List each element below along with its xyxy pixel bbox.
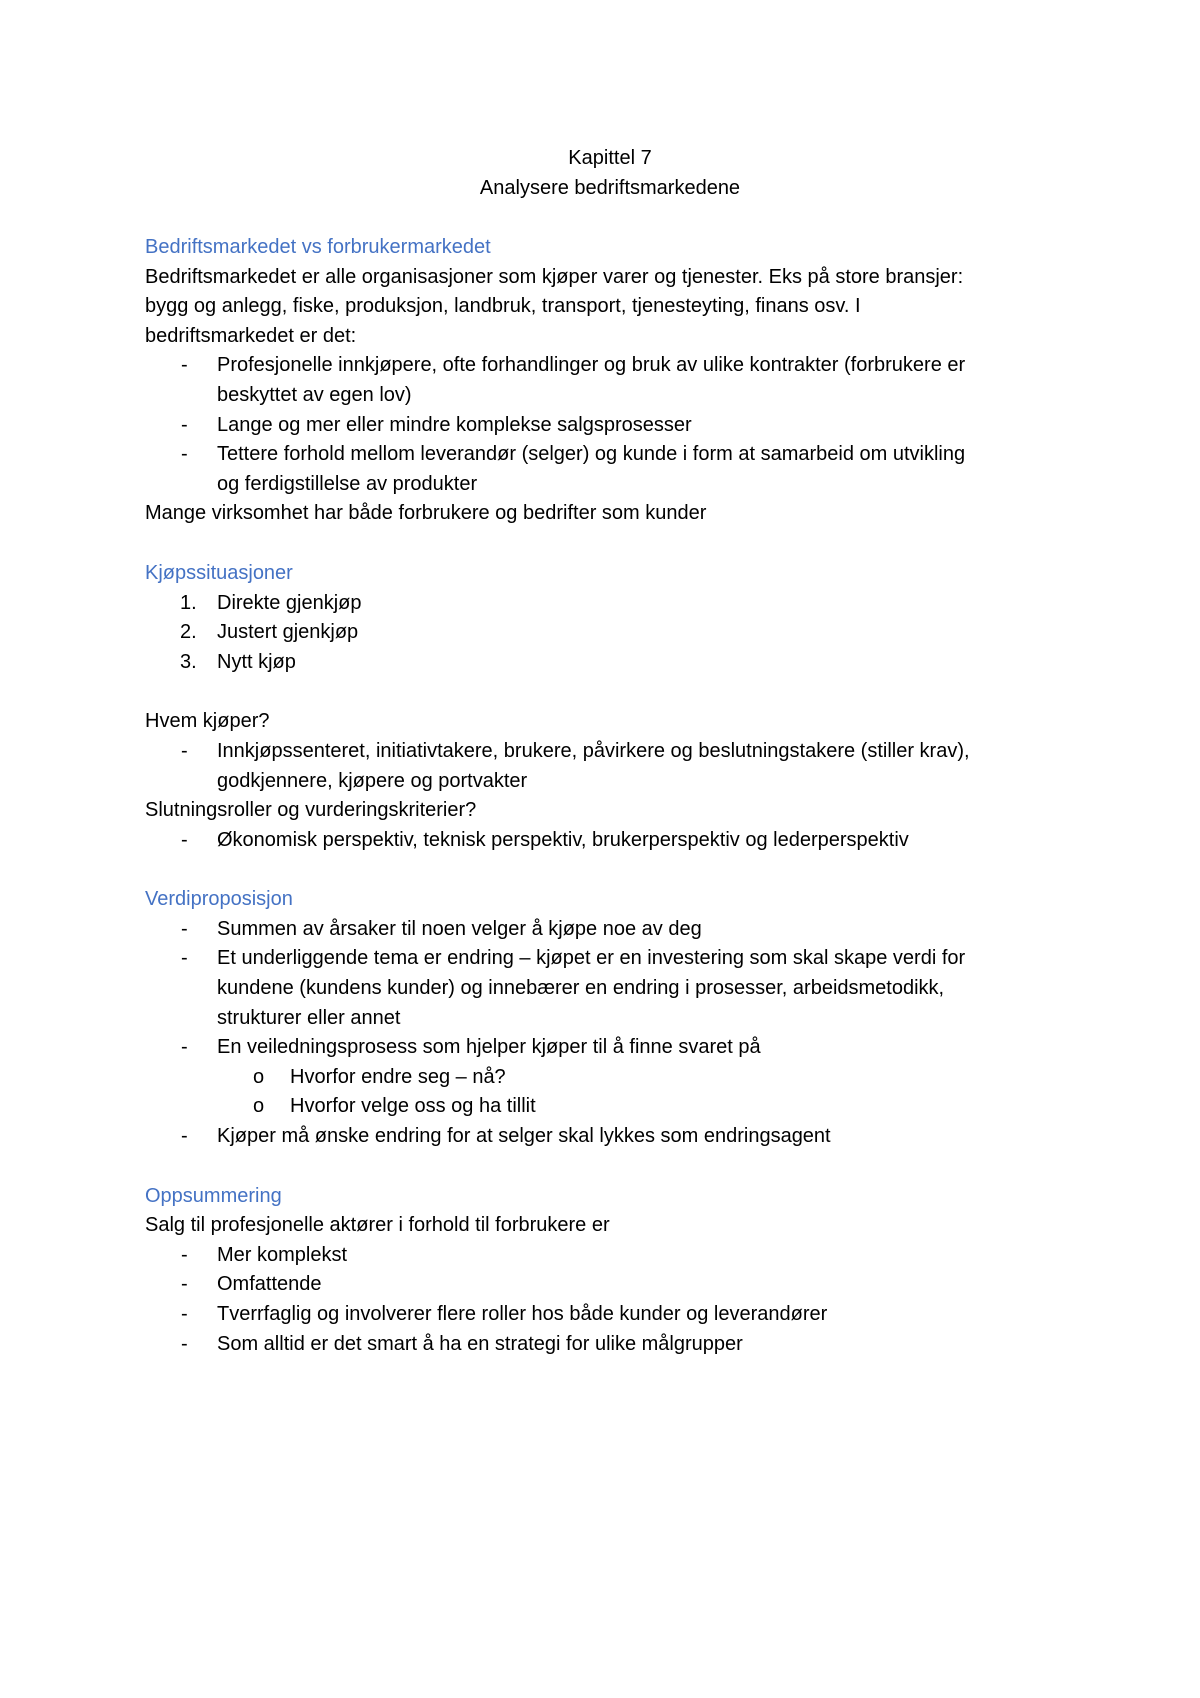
bullet-text: Lange og mer eller mindre komplekse salgsprosesser: [217, 413, 692, 436]
chapter-label: Kapittel 7: [568, 147, 652, 169]
bullet-text: Som alltid er det smart å ha en strategi for ulike målgrupper: [217, 1332, 743, 1355]
bullet-item: [145, 351, 1075, 410]
bullet-item: [145, 1241, 1075, 1271]
bullet-text: Mer komplekst: [217, 1243, 348, 1266]
paragraph-line: Bedriftsmarkedet er alle organisasjoner som kjøper varer og tjenester. Eks på store bransjer:: [145, 265, 964, 288]
bullet-text: beskyttet av egen lov): [217, 383, 412, 406]
bullet-text: Profesjonelle innkjøpere, ofte forhandlinger og bruk av ulike kontrakter (forbrukere er: [217, 354, 966, 377]
bullet-text: strukturer eller annet: [217, 1006, 401, 1029]
bullet-text: Summen av årsaker til noen velger å kjøpe noe av deg: [217, 917, 702, 940]
bullet-text: Kjøper må ønske endring for at selger skal lykkes som endringsagent: [217, 1125, 831, 1148]
spacer: [145, 1152, 1075, 1182]
bullet-text: Tverrfaglig og involverer flere roller hos både kunder og leverandører: [217, 1303, 828, 1325]
chapter-title: Analysere bedriftsmarkedene: [479, 177, 741, 199]
paragraph-line: Salg til profesjonelle aktører i forhold til forbrukere er: [145, 1214, 610, 1237]
bullet-text: En veiledningsprosess som hjelper kjøper til å finne svaret på: [217, 1036, 761, 1059]
question-line: Hvem kjøper?: [145, 710, 270, 733]
circle-marker: o: [253, 1095, 265, 1118]
bullet-item: [145, 1033, 1075, 1063]
bullet-text: kundene (kundens kunder) og innebærer en endring i prosesser, arbeidsmetodikk,: [217, 977, 945, 1000]
numbered-text: Justert gjenkjøp: [217, 621, 359, 644]
bullet-text: Tettere forhold mellom leverandør (selger) og kunde i form at samarbeid om utvikling: [217, 443, 966, 466]
bullet-item: [145, 944, 1075, 1033]
bullet-item: [145, 1270, 1075, 1300]
dash-marker: -: [181, 354, 188, 377]
sub-bullet-item: [145, 1092, 1075, 1122]
number-marker: 2.: [180, 621, 197, 644]
numbered-item: [145, 589, 1075, 619]
spacer: [145, 677, 1075, 707]
bullet-item: [145, 915, 1075, 945]
paragraph-line: bedriftsmarkedet er det:: [145, 324, 357, 347]
spacer: [145, 855, 1075, 885]
dash-marker: -: [181, 947, 188, 970]
dash-marker: -: [181, 1036, 188, 1059]
bullet-item: [145, 826, 1075, 856]
dash-marker: -: [181, 443, 188, 466]
bullet-text: godkjennere, kjøpere og portvakter: [217, 769, 528, 792]
bullet-text: og ferdigstillelse av produkter: [217, 472, 478, 495]
section-heading-verdiproposisjon: Verdiproposisjon: [145, 888, 293, 911]
number-marker: 3.: [180, 650, 197, 673]
document-page: [145, 143, 1075, 1359]
dash-marker: -: [181, 828, 188, 851]
paragraph-line: bygg og anlegg, fiske, produksjon, landbruk, transport, tjenesteyting, finans osv. I: [145, 295, 861, 318]
bullet-text: Innkjøpssenteret, initiativtakere, brukere, påvirkere og beslutningstakere (stiller krav),: [217, 739, 970, 762]
dash-marker: -: [181, 917, 188, 940]
circle-marker: o: [253, 1065, 265, 1088]
bullet-item: [145, 1300, 1075, 1330]
bullet-text: Økonomisk perspektiv, teknisk perspektiv, brukerperspektiv og lederperspektiv: [217, 828, 909, 851]
bullet-item: [145, 1330, 1075, 1360]
question-line: Slutningsroller og vurderingskriterier?: [145, 799, 477, 822]
dash-marker: -: [181, 1303, 188, 1325]
bullet-text: Et underliggende tema er endring – kjøpet er en investering som skal skape verdi for: [217, 947, 966, 970]
spacer: [145, 529, 1075, 559]
bullet-item: [145, 737, 1075, 796]
dash-marker: -: [181, 1243, 188, 1266]
dash-marker: -: [181, 1332, 188, 1355]
sub-bullet-text: Hvorfor endre seg – nå?: [290, 1065, 506, 1088]
paragraph-line: Mange virksomhet har både forbrukere og bedrifter som kunder: [145, 502, 707, 525]
section-heading-bedriftsmarkedet: Bedriftsmarkedet vs forbrukermarkedet: [145, 236, 491, 258]
spacer: [145, 203, 1075, 233]
sub-bullet-text: Hvorfor velge oss og ha tillit: [290, 1095, 536, 1118]
number-marker: 1.: [180, 591, 197, 614]
document-title: [145, 143, 1075, 203]
section-heading-oppsummering: Oppsummering: [145, 1184, 282, 1207]
bullet-item: [145, 1122, 1075, 1152]
dash-marker: -: [181, 413, 188, 436]
bullet-item: [145, 440, 1075, 499]
numbered-item: [145, 648, 1075, 678]
dash-marker: -: [181, 1125, 188, 1148]
numbered-text: Direkte gjenkjøp: [217, 591, 362, 614]
numbered-text: Nytt kjøp: [217, 650, 296, 673]
section-heading-kjopssituasjoner: Kjøpssituasjoner: [145, 561, 293, 584]
dash-marker: -: [181, 739, 188, 762]
sub-bullet-item: [145, 1063, 1075, 1093]
bullet-text: Omfattende: [217, 1273, 322, 1296]
dash-marker: -: [181, 1273, 188, 1296]
bullet-item: [145, 411, 1075, 441]
numbered-item: [145, 618, 1075, 648]
